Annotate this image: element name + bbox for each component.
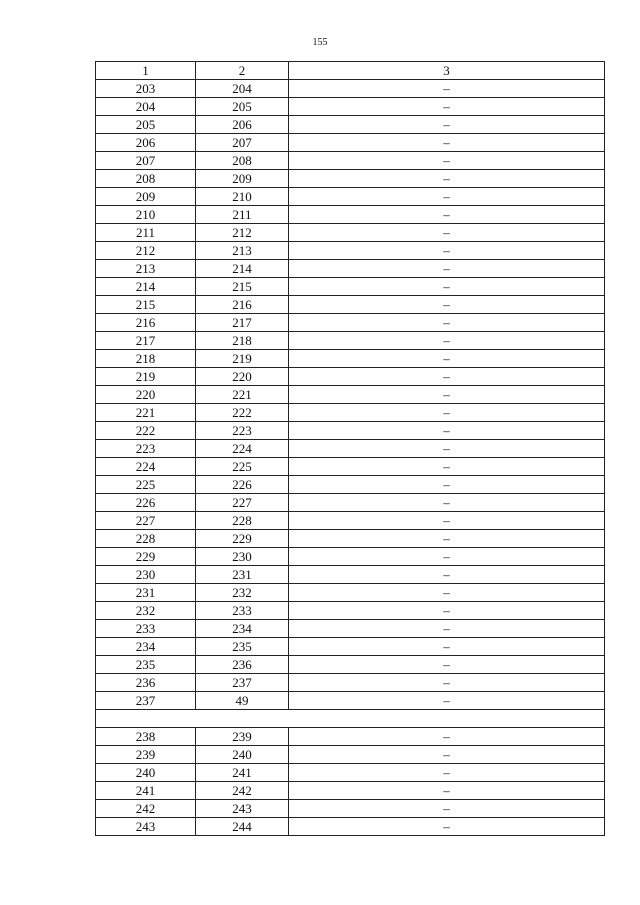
table-cell: – xyxy=(289,476,605,494)
table-cell: – xyxy=(289,80,605,98)
table-cell: 220 xyxy=(196,368,289,386)
table-cell: 224 xyxy=(196,440,289,458)
table-cell: 209 xyxy=(96,188,196,206)
table-cell: – xyxy=(289,116,605,134)
table-row xyxy=(96,224,605,242)
table-row xyxy=(96,278,605,296)
table-cell: 208 xyxy=(96,170,196,188)
table-row xyxy=(96,746,605,764)
table-cell: 243 xyxy=(196,800,289,818)
table-cell: 236 xyxy=(96,674,196,692)
table-cell: 237 xyxy=(96,692,196,710)
table-cell: 239 xyxy=(96,746,196,764)
table-cell: 207 xyxy=(96,152,196,170)
table-cell: 222 xyxy=(96,422,196,440)
table-cell: 211 xyxy=(96,224,196,242)
table-row xyxy=(96,296,605,314)
table-cell: 226 xyxy=(96,494,196,512)
table-row xyxy=(96,314,605,332)
table-row xyxy=(96,692,605,710)
table-cell: 228 xyxy=(196,512,289,530)
table-cell: 213 xyxy=(196,242,289,260)
table-cell: 225 xyxy=(196,458,289,476)
table-cell: 223 xyxy=(196,422,289,440)
table-row xyxy=(96,656,605,674)
table-cell: – xyxy=(289,278,605,296)
table-row xyxy=(96,530,605,548)
table-row xyxy=(96,476,605,494)
table-cell: 204 xyxy=(96,98,196,116)
table-cell: – xyxy=(289,638,605,656)
table-cell: – xyxy=(289,692,605,710)
table-cell: 224 xyxy=(96,458,196,476)
table-cell: 227 xyxy=(196,494,289,512)
table-row xyxy=(96,98,605,116)
table-cell: 229 xyxy=(196,530,289,548)
table-cell: 231 xyxy=(196,566,289,584)
table-cell: 206 xyxy=(96,134,196,152)
table-row xyxy=(96,80,605,98)
table-cell: 217 xyxy=(196,314,289,332)
table-cell: 226 xyxy=(196,476,289,494)
table-row xyxy=(96,332,605,350)
table-cell: – xyxy=(289,368,605,386)
table-cell: 221 xyxy=(96,404,196,422)
table-cell: – xyxy=(289,440,605,458)
table-cell: – xyxy=(289,602,605,620)
table-cell: 209 xyxy=(196,170,289,188)
table-cell: 214 xyxy=(96,278,196,296)
table-cell: – xyxy=(289,458,605,476)
table-cell: 231 xyxy=(96,584,196,602)
table-cell: – xyxy=(289,818,605,836)
table-cell: – xyxy=(289,566,605,584)
table-cell: – xyxy=(289,764,605,782)
page-number: 155 xyxy=(312,37,328,48)
table-cell: 229 xyxy=(96,548,196,566)
table-cell: 243 xyxy=(96,818,196,836)
table-row xyxy=(96,404,605,422)
table-cell: 210 xyxy=(196,188,289,206)
table-cell: 230 xyxy=(196,548,289,566)
table-cell: 240 xyxy=(196,746,289,764)
table-cell: 215 xyxy=(196,278,289,296)
table-cell: 212 xyxy=(196,224,289,242)
table-row xyxy=(96,782,605,800)
table-cell: 238 xyxy=(96,728,196,746)
table-cell: – xyxy=(289,170,605,188)
table-cell: 205 xyxy=(196,98,289,116)
table-cell: – xyxy=(289,800,605,818)
table-cell: 210 xyxy=(96,206,196,224)
table-cell: 223 xyxy=(96,440,196,458)
table-cell: 221 xyxy=(196,386,289,404)
table-cell: 232 xyxy=(96,602,196,620)
table-cell: 216 xyxy=(96,314,196,332)
table-body-upper xyxy=(96,80,605,710)
table-cell: 240 xyxy=(96,764,196,782)
table-cell: – xyxy=(289,224,605,242)
table-cell: 204 xyxy=(196,80,289,98)
table-cell: – xyxy=(289,494,605,512)
table-cell: – xyxy=(289,260,605,278)
table-cell: 241 xyxy=(96,782,196,800)
table-row xyxy=(96,134,605,152)
table-cell: – xyxy=(289,782,605,800)
table-row xyxy=(96,260,605,278)
table-cell: – xyxy=(289,674,605,692)
table-row xyxy=(96,566,605,584)
table-cell: 227 xyxy=(96,512,196,530)
table-row xyxy=(96,188,605,206)
table-cell: – xyxy=(289,134,605,152)
column-header: 2 xyxy=(196,62,289,80)
table-cell: 233 xyxy=(196,602,289,620)
table-cell: 237 xyxy=(196,674,289,692)
table-cell: 49 xyxy=(196,692,289,710)
table-cell: 216 xyxy=(196,296,289,314)
table-cell: 225 xyxy=(96,476,196,494)
table-cell: – xyxy=(289,512,605,530)
table-cell: – xyxy=(289,584,605,602)
table-cell: 211 xyxy=(196,206,289,224)
table-cell: – xyxy=(289,152,605,170)
table-cell: 218 xyxy=(96,350,196,368)
table-cell: 207 xyxy=(196,134,289,152)
table-cell: – xyxy=(289,206,605,224)
table-cell: 208 xyxy=(196,152,289,170)
table-cell: 228 xyxy=(96,530,196,548)
table-row xyxy=(96,422,605,440)
table-cell: 235 xyxy=(96,656,196,674)
table-cell: 205 xyxy=(96,116,196,134)
table-header-row xyxy=(96,62,605,80)
table-row xyxy=(96,440,605,458)
table-cell: 232 xyxy=(196,584,289,602)
table-cell: – xyxy=(289,242,605,260)
table-cell: – xyxy=(289,422,605,440)
table-row xyxy=(96,386,605,404)
table-cell: 213 xyxy=(96,260,196,278)
table-row xyxy=(96,152,605,170)
table-cell: 212 xyxy=(96,242,196,260)
table-row xyxy=(96,350,605,368)
table-cell: 222 xyxy=(196,404,289,422)
table-cell: 214 xyxy=(196,260,289,278)
table-cell: – xyxy=(289,332,605,350)
table-body-lower xyxy=(96,728,605,836)
table-cell: – xyxy=(289,404,605,422)
column-header: 3 xyxy=(289,62,605,80)
table-cell: 230 xyxy=(96,566,196,584)
table-cell: – xyxy=(289,746,605,764)
table-row xyxy=(96,494,605,512)
table-row xyxy=(96,584,605,602)
table-cell: – xyxy=(289,98,605,116)
table-cell: 242 xyxy=(196,782,289,800)
data-table xyxy=(95,61,605,836)
table-cell: 241 xyxy=(196,764,289,782)
table-row xyxy=(96,170,605,188)
table-cell: – xyxy=(289,386,605,404)
table-cell: – xyxy=(289,530,605,548)
table-cell: – xyxy=(289,350,605,368)
table-row xyxy=(96,764,605,782)
table-row xyxy=(96,206,605,224)
table-row xyxy=(96,620,605,638)
table-cell: – xyxy=(289,620,605,638)
table-row xyxy=(96,242,605,260)
table-cell: 234 xyxy=(196,620,289,638)
table-row xyxy=(96,638,605,656)
table-row xyxy=(96,368,605,386)
table-row xyxy=(96,728,605,746)
table-cell: 235 xyxy=(196,638,289,656)
table-row xyxy=(96,800,605,818)
table-cell: 234 xyxy=(96,638,196,656)
table-cell: – xyxy=(289,728,605,746)
table-cell: 219 xyxy=(96,368,196,386)
table-cell: 236 xyxy=(196,656,289,674)
table-row xyxy=(96,602,605,620)
table-row xyxy=(96,674,605,692)
table-cell: 215 xyxy=(96,296,196,314)
table-cell: 244 xyxy=(196,818,289,836)
table-cell: – xyxy=(289,548,605,566)
table-gap xyxy=(96,710,605,728)
table-row xyxy=(96,458,605,476)
table-cell: 242 xyxy=(96,800,196,818)
table-cell: 233 xyxy=(96,620,196,638)
table-cell: 203 xyxy=(96,80,196,98)
table-cell: 220 xyxy=(96,386,196,404)
table-row xyxy=(96,512,605,530)
table-row xyxy=(96,548,605,566)
table-separator-row xyxy=(96,710,605,728)
separator-cell xyxy=(96,710,605,728)
table-cell: 217 xyxy=(96,332,196,350)
table-cell: 206 xyxy=(196,116,289,134)
table-cell: 239 xyxy=(196,728,289,746)
table-cell: 218 xyxy=(196,332,289,350)
table-cell: – xyxy=(289,188,605,206)
column-header: 1 xyxy=(96,62,196,80)
table-cell: 219 xyxy=(196,350,289,368)
table-cell: – xyxy=(289,296,605,314)
table-cell: – xyxy=(289,314,605,332)
table-cell: – xyxy=(289,656,605,674)
table-row xyxy=(96,818,605,836)
table-row xyxy=(96,116,605,134)
